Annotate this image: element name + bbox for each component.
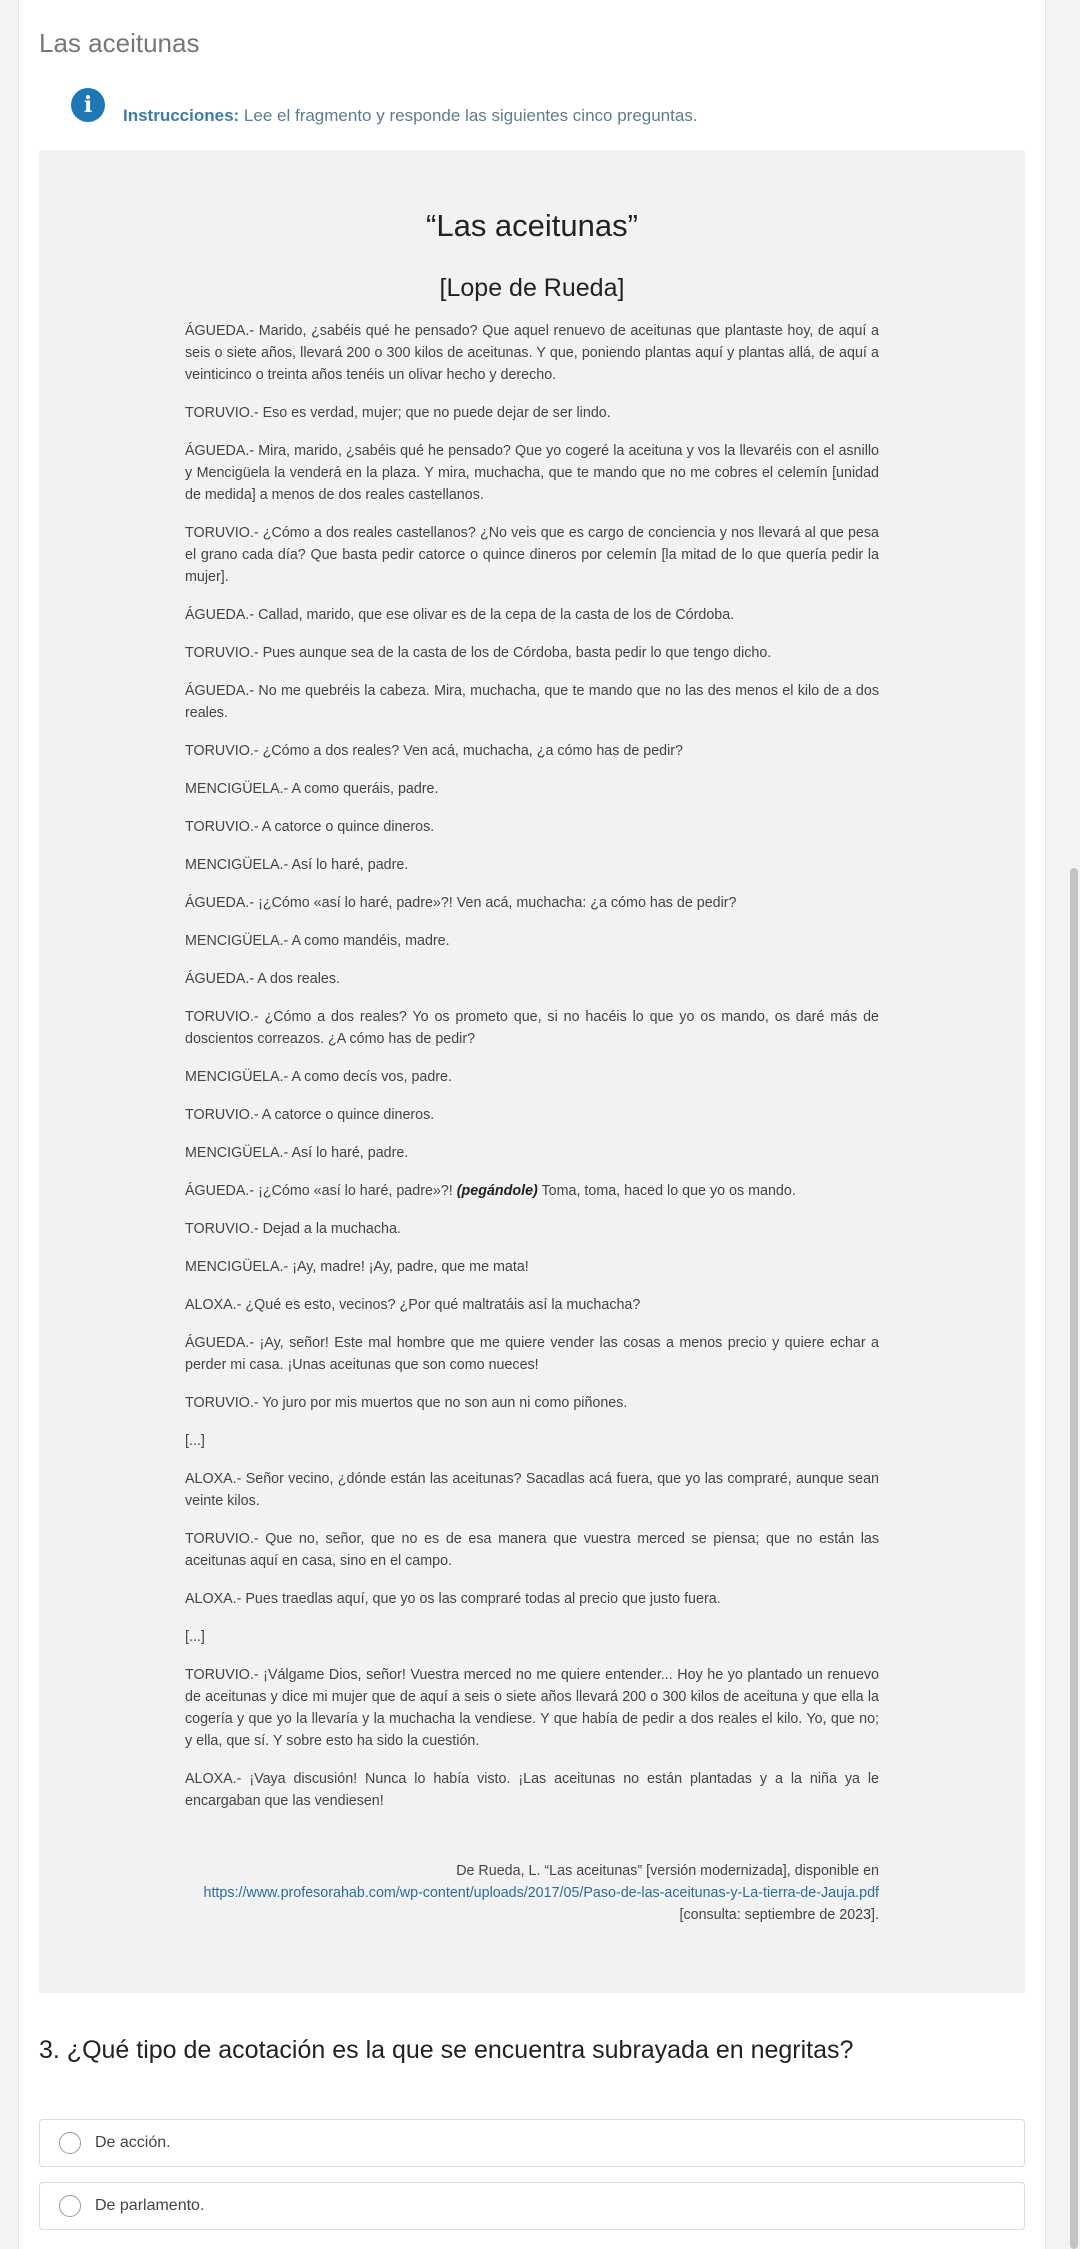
dialogue-line: MENCIGÜELA.- A como queráis, padre. — [185, 781, 439, 797]
ellipsis-line: [...] — [185, 1433, 205, 1449]
radio-button[interactable] — [59, 2132, 81, 2154]
dialogue-line: TORUVIO.- Eso es verdad, mujer; que no puede dejar de ser lindo. — [185, 405, 611, 421]
question-title: 3. ¿Qué tipo de acotación es la que se encuentra subrayada en negritas? — [39, 2036, 854, 2064]
reading-box — [39, 150, 1025, 1993]
answer-option[interactable] — [39, 2182, 1025, 2230]
dialogue-line: MENCIGÜELA.- Así lo haré, padre. — [185, 857, 409, 873]
dialogue-line: ALOXA.- ¡Vaya discusión! Nunca lo había visto. ¡Las aceitunas no están plantadas y a la niña ya le encargaban que las vendiesen! — [185, 1771, 879, 1809]
scrollbar-thumb[interactable] — [1070, 868, 1078, 2249]
section-title: Las aceitunas — [39, 28, 200, 58]
dialogue-line: ÁGUEDA.- Callad, marido, que ese olivar es de la cepa de la casta de los de Córdoba. — [185, 607, 735, 623]
instructions — [71, 88, 698, 126]
dialogue-line: TORUVIO.- ¡Válgame Dios, señor! Vuestra merced no me quiere entender... Hoy he yo plantado un renuevo de aceitunas y dice mi mujer que de aquí a seis o siete años llevará 200 o 300 kilos de aceituna y que ella la cogería y que yo la llevaría y la muchacha la vendiese. Y que había de pedir a dos reales el kilo. Yo, que no; y ella, que sí. Y sobre esto ha sido la cuestión. — [185, 1667, 879, 1749]
dialogue-line: ÁGUEDA.- A dos reales. — [185, 971, 340, 987]
instructions-text — [123, 106, 698, 126]
dialogue-line: MENCIGÜELA.- ¡Ay, madre! ¡Ay, padre, que me mata! — [185, 1259, 529, 1275]
dialogue-text — [185, 320, 879, 1828]
dialogue-line: ÁGUEDA.- No me quebréis la cabeza. Mira, muchacha, que te mando que no las des menos el kilo de a dos reales. — [185, 683, 879, 721]
stage-direction: (pegándole) — [456, 1183, 538, 1199]
dialogue-line: TORUVIO.- Dejad a la muchacha. — [185, 1221, 401, 1237]
ellipsis-line: [...] — [185, 1629, 205, 1645]
instructions-label: Instrucciones: — [123, 106, 240, 125]
info-icon: i — [71, 88, 105, 122]
dialogue-line: ALOXA.- ¿Qué es esto, vecinos? ¿Por qué maltratáis así la muchacha? — [185, 1297, 641, 1313]
dialogue-line-stage-direction — [185, 1180, 879, 1202]
dialogue-line: TORUVIO.- Yo juro por mis muertos que no son aun ni como piñones. — [185, 1395, 628, 1411]
dialogue-speech: Toma, toma, haced lo que yo os mando. — [537, 1183, 796, 1199]
dialogue-line: ÁGUEDA.- Marido, ¿sabéis qué he pensado? Que aquel renuevo de aceitunas que plantaste hoy, de aquí a seis o siete años, llevará 200 o 300 kilos de aceitunas. Y que, poniendo plantas aquí y plantas allá, de aquí a veinticinco o treinta años tenéis un olivar hecho y derecho. — [185, 323, 879, 383]
option-label: De parlamento. — [95, 2197, 205, 2214]
page — [18, 0, 1046, 2249]
instructions-body: Lee el fragmento y responde las siguientes cinco preguntas. — [239, 106, 698, 125]
dialogue-line: MENCIGÜELA.- Así lo haré, padre. — [185, 1145, 409, 1161]
citation-link[interactable]: https://www.profesorahab.com/wp-content/uploads/2017/05/Paso-de-las-aceitunas-y-La-tierra-de-Jauja.pdf — [203, 1885, 879, 1901]
dialogue-line: ÁGUEDA.- ¡Ay, señor! Este mal hombre que me quiere vender las cosas a menos precio y quiere echar a perder mi casa. ¡Unas aceitunas que son como nueces! — [185, 1335, 879, 1373]
answer-option[interactable] — [39, 2119, 1025, 2167]
dialogue-line: ÁGUEDA.- ¡¿Cómo «así lo haré, padre»?! Ven acá, muchacha: ¿a cómo has de pedir? — [185, 895, 737, 911]
dialogue-line: ALOXA.- Señor vecino, ¿dónde están las aceitunas? Sacadlas acá fuera, que yo las compraré, aunque sean veinte kilos. — [185, 1471, 879, 1509]
dialogue-line: TORUVIO.- A catorce o quince dineros. — [185, 819, 435, 835]
reading-author: [Lope de Rueda] — [439, 274, 625, 302]
citation — [185, 1860, 879, 1926]
citation-consulted: [consulta: septiembre de 2023]. — [679, 1907, 879, 1923]
dialogue-line: MENCIGÜELA.- A como decís vos, padre. — [185, 1069, 452, 1085]
citation-text: De Rueda, L. “Las aceitunas” [versión modernizada], disponible en — [456, 1863, 879, 1879]
dialogue-line: TORUVIO.- Que no, señor, que no es de esa manera que vuestra merced se piensa; que no están las aceitunas aquí en casa, sino en el campo. — [185, 1531, 879, 1569]
scrollbar-track[interactable] — [1068, 0, 1080, 2249]
option-label: De acción. — [95, 2134, 171, 2151]
reading-title: “Las aceitunas” — [426, 208, 638, 243]
radio-button[interactable] — [59, 2195, 81, 2217]
dialogue-line: ÁGUEDA.- Mira, marido, ¿sabéis qué he pensado? Que yo cogeré la aceituna y vos la llevaréis con el asnillo y Mencigüela la venderá en la plaza. Y mira, muchacha, que te mando que no me cobres el celemín [unidad de medida] a menos de dos reales castellanos. — [185, 443, 879, 503]
dialogue-line: ALOXA.- Pues traedlas aquí, que yo os las compraré todas al precio que justo fuera. — [185, 1591, 721, 1607]
dialogue-line: MENCIGÜELA.- A como mandéis, madre. — [185, 933, 450, 949]
dialogue-line: TORUVIO.- A catorce o quince dineros. — [185, 1107, 435, 1123]
dialogue-line: TORUVIO.- ¿Cómo a dos reales castellanos? ¿No veis que es cargo de conciencia y nos llevará al que pesa el grano cada día? Que basta pedir catorce o quince dineros por celemín [la mitad de lo que quería pedir la mujer]. — [185, 525, 879, 585]
dialogue-speech: ÁGUEDA.- ¡¿Cómo «así lo haré, padre»?! — [185, 1183, 457, 1199]
dialogue-line: TORUVIO.- Pues aunque sea de la casta de los de Córdoba, basta pedir lo que tengo dicho. — [185, 645, 772, 661]
dialogue-line: TORUVIO.- ¿Cómo a dos reales? Yo os prometo que, si no hacéis lo que yo os mando, os daré más de doscientos correazos. ¿A cómo has de pedir? — [185, 1009, 879, 1047]
dialogue-line: TORUVIO.- ¿Cómo a dos reales? Ven acá, muchacha, ¿a cómo has de pedir? — [185, 743, 683, 759]
